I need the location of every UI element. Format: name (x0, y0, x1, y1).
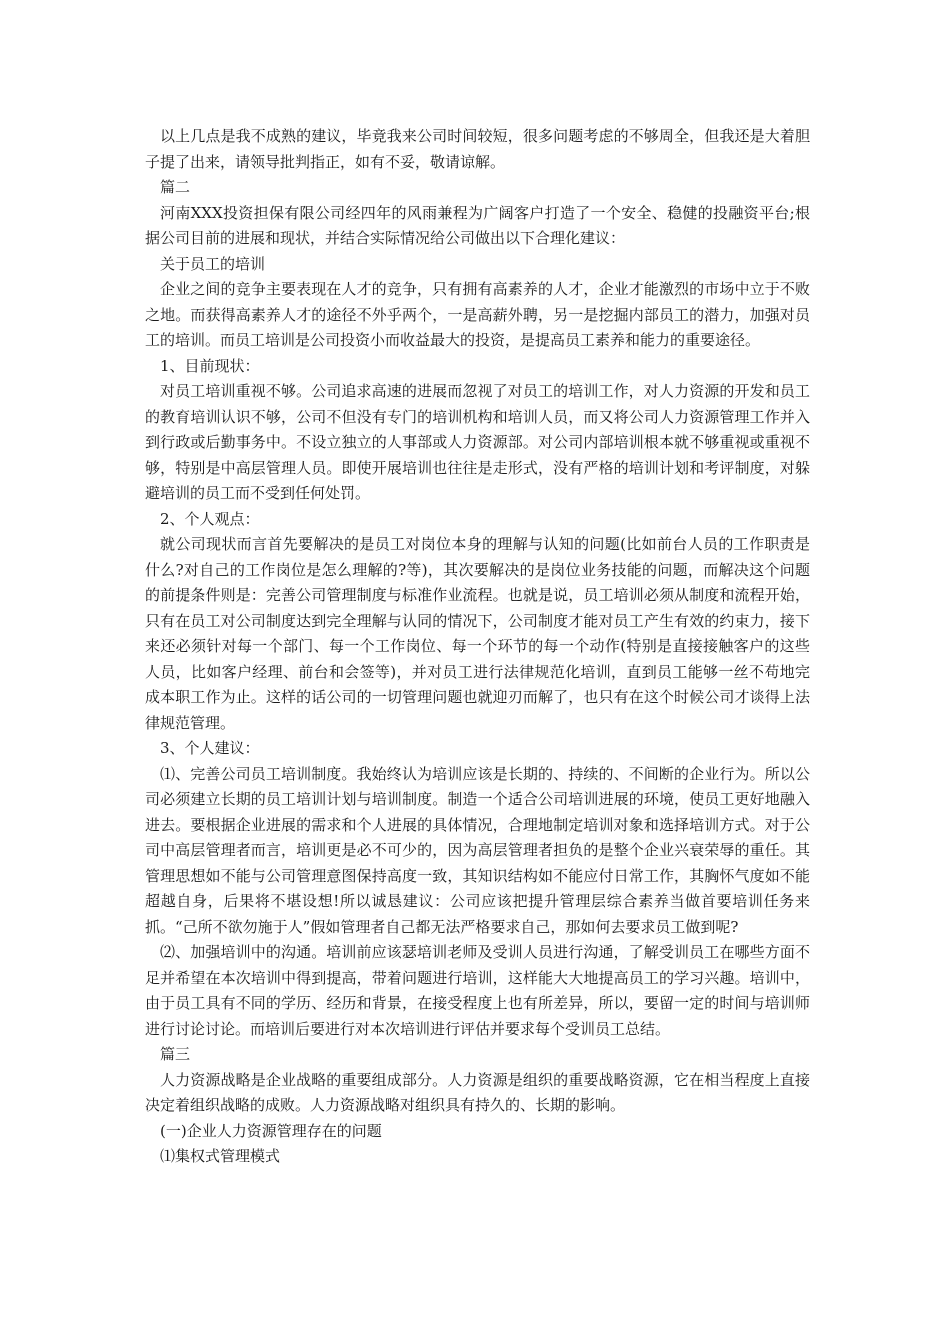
paragraph-suggestion-two: ⑵、加强培训中的沟通。培训前应该瑟培训老师及受训人员进行沟通，了解受训员工在哪些方面不足并希望在本次培训中得到提高，带着问题进行培训，这样能大大地提高员工的学习兴趣。培训中，由于员工具有不同的学历、经历和背景，在接受程度上也有所差异，所以，要留一定的时间与培训师进行讨论讨论。而培训后要进行对本次培训进行评估并要求每个受训员工总结。 (145, 943, 810, 1038)
section-heading-training: 关于员工的培训 (160, 254, 266, 273)
paragraph-talent-competition: 企业之间的竞争主要表现在人才的竞争，只有拥有高素养的人才，企业才能激烈的市场中立于不败之地。而获得高素养人才的途径不外乎两个，一是高薪外聘，另一是挖掘内部员工的潜力，加强对员工的培训。而员工培训是公司投资小而收益最大的投资，是提高员工素养和能力的重要途径。 (145, 280, 810, 349)
paragraph-personal-view: 就公司现状而言首先要解决的是员工对岗位本身的理解与认知的问题(比如前台人员的工作职责是什么?对自己的工作岗位是怎么理解的?等)，其次要解决的是岗位业务技能的问题，而解决这个问题的前提条件则是：完善公司管理制度与标准作业流程。也就是说，员工培训必须从制度和流程开始，只有在员工对公司制度达到完全理解与认同的情况下，公司制度才能对员工产生有效的约束力，接下来还必须针对每一个部门、每一个工作岗位、每一个环节的每一个动作(特别是直接接触客户的这些人员，比如客户经理、前台和会签等)，并对员工进行法律规范化培训，直到员工能够一丝不苟地完成本职工作为止。这样的话公司的一切管理问题也就迎刃而解了，也只有在这个时候公司才谈得上法律规范管理。 (145, 535, 810, 732)
subheading-centralized-model: ⑴集权式管理模式 (160, 1147, 281, 1165)
paragraph-current-status: 对员工培训重视不够。公司追求高速的进展而忽视了对员工的培训工作，对人力资源的开发和员工的教育培训认识不够，公司不但没有专门的培训机构和培训人员，而又将公司人力资源管理工作并入到行政或后勤事务中。不设立独立的人事部或人力资源部。对公司内部培训根本就不够重视或重视不够，特别是中高层管理人员。即使开展培训也往往是走形式，没有严格的培训计划和考评制度，对躲避培训的员工而不受到任何处罚。 (145, 382, 810, 502)
subheading-hr-problems: (一)企业人力资源管理存在的问题 (160, 1121, 382, 1140)
subheading-personal-suggestion: 3、个人建议： (160, 739, 260, 757)
subheading-current-status: 1、目前现状： (160, 356, 260, 375)
subheading-personal-view: 2、个人观点： (160, 509, 260, 528)
paragraph-company-intro: 河南XXX投资担保有限公司经四年的风雨兼程为广阔客户打造了一个安全、稳健的投融资平台;根据公司目前的进展和现状，并结合实际情况给公司做出以下合理化建议： (145, 203, 810, 247)
section-title-part-two: 篇二 (160, 178, 191, 196)
paragraph-suggestion-one: ⑴、完善公司员工培训制度。我始终认为培训应该是长期的、持续的、不间断的企业行为。所以公司必须建立长期的员工培训计划与培训制度。制造一个适合公司培训进展的环境，使员工更好地融入进去。要根据企业进展的需求和个人进展的具体情况，合理地制定培训对象和选择培训方式。对于公司中高层管理者而言，培训更是必不可少的，因为高层管理者担负的是整个企业兴衰荣辱的重任。其管理思想如不能与公司管理意图保持高度一致，其知识结构如不能应付日常工作，其胸怀气度如不能超越自身，后果将不堪设想!所以诚恳建议：公司应该把提升管理层综合素养当做首要培训任务来抓。“己所不欲勿施于人”假如管理者自己都无法严格要求自己，那如何去要求员工做到呢? (145, 764, 810, 936)
paragraph-closing-remarks: 以上几点是我不成熟的建议，毕竟我来公司时间较短，很多问题考虑的不够周全，但我还是大着胆子提了出来，请领导批判指正，如有不妥，敬请谅解。 (145, 127, 810, 171)
section-title-part-three: 篇三 (160, 1045, 191, 1063)
document-body (145, 124, 810, 1170)
paragraph-hr-strategy: 人力资源战略是企业战略的重要组成部分。人力资源是组织的重要战略资源，它在相当程度上直接决定着组织战略的成败。人力资源战略对组织具有持久的、长期的影响。 (145, 1070, 810, 1114)
